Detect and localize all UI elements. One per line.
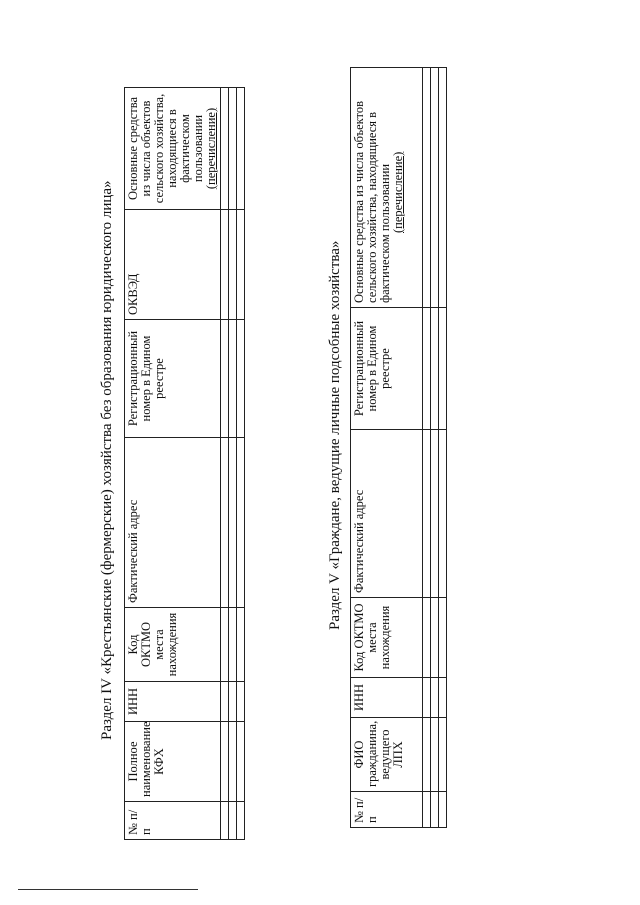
col-fixed-assets-label: Основные средства из числа объектов сельского хозяйства, находящиеся в фактическом пользовании [126,93,205,204]
section-5-title: Раздел V «Граждане, ведущие личные подсобные хозяйства» [327,240,343,630]
col-okved: ОКВЭД [125,210,221,320]
col-address: Фактический адрес [125,438,221,608]
table-row [221,88,229,840]
col-oktmo: Код ОКТМО места нахождения [351,598,423,678]
col-number: № п/п [351,792,423,828]
col-registration-number: Регистрационный номер в Едином реестре [125,320,221,438]
col-address: Фактический адрес [351,430,423,598]
col-citizen-name: ФИО гражданина, ведущего ЛПХ [351,718,423,792]
col-oktmo: Код ОКТМО места нахождения [125,608,221,682]
col-fixed-assets-note: (перечисление) [391,151,405,233]
col-inn: ИНН [125,682,221,722]
col-full-name: Полное наименование КФХ [125,722,221,802]
rotated-page [0,8,600,868]
table-row [423,68,431,828]
section-4-title: Раздел IV «Крестьянские (фермерские) хозяйства без образования юридического лица» [99,180,115,740]
table-row [229,88,237,840]
col-fixed-assets-label: Основные средства из числа объектов сельского хозяйства, находящиеся в фактическом пользовании [352,101,392,303]
footnote-rule [18,889,198,890]
col-number: № п/п [125,802,221,840]
section-4-table [124,87,245,840]
col-fixed-assets [351,68,423,308]
table-row [237,88,245,840]
section-5-header-row [351,68,423,828]
section-5-table [350,67,447,828]
col-registration-number: Регистрационный номер в Едином реестре [351,308,423,430]
col-fixed-assets-note: (перечисление) [204,107,218,190]
col-fixed-assets [125,88,221,210]
table-row [431,68,439,828]
col-inn: ИНН [351,678,423,718]
section-4-header-row [125,88,221,840]
table-row [439,68,447,828]
